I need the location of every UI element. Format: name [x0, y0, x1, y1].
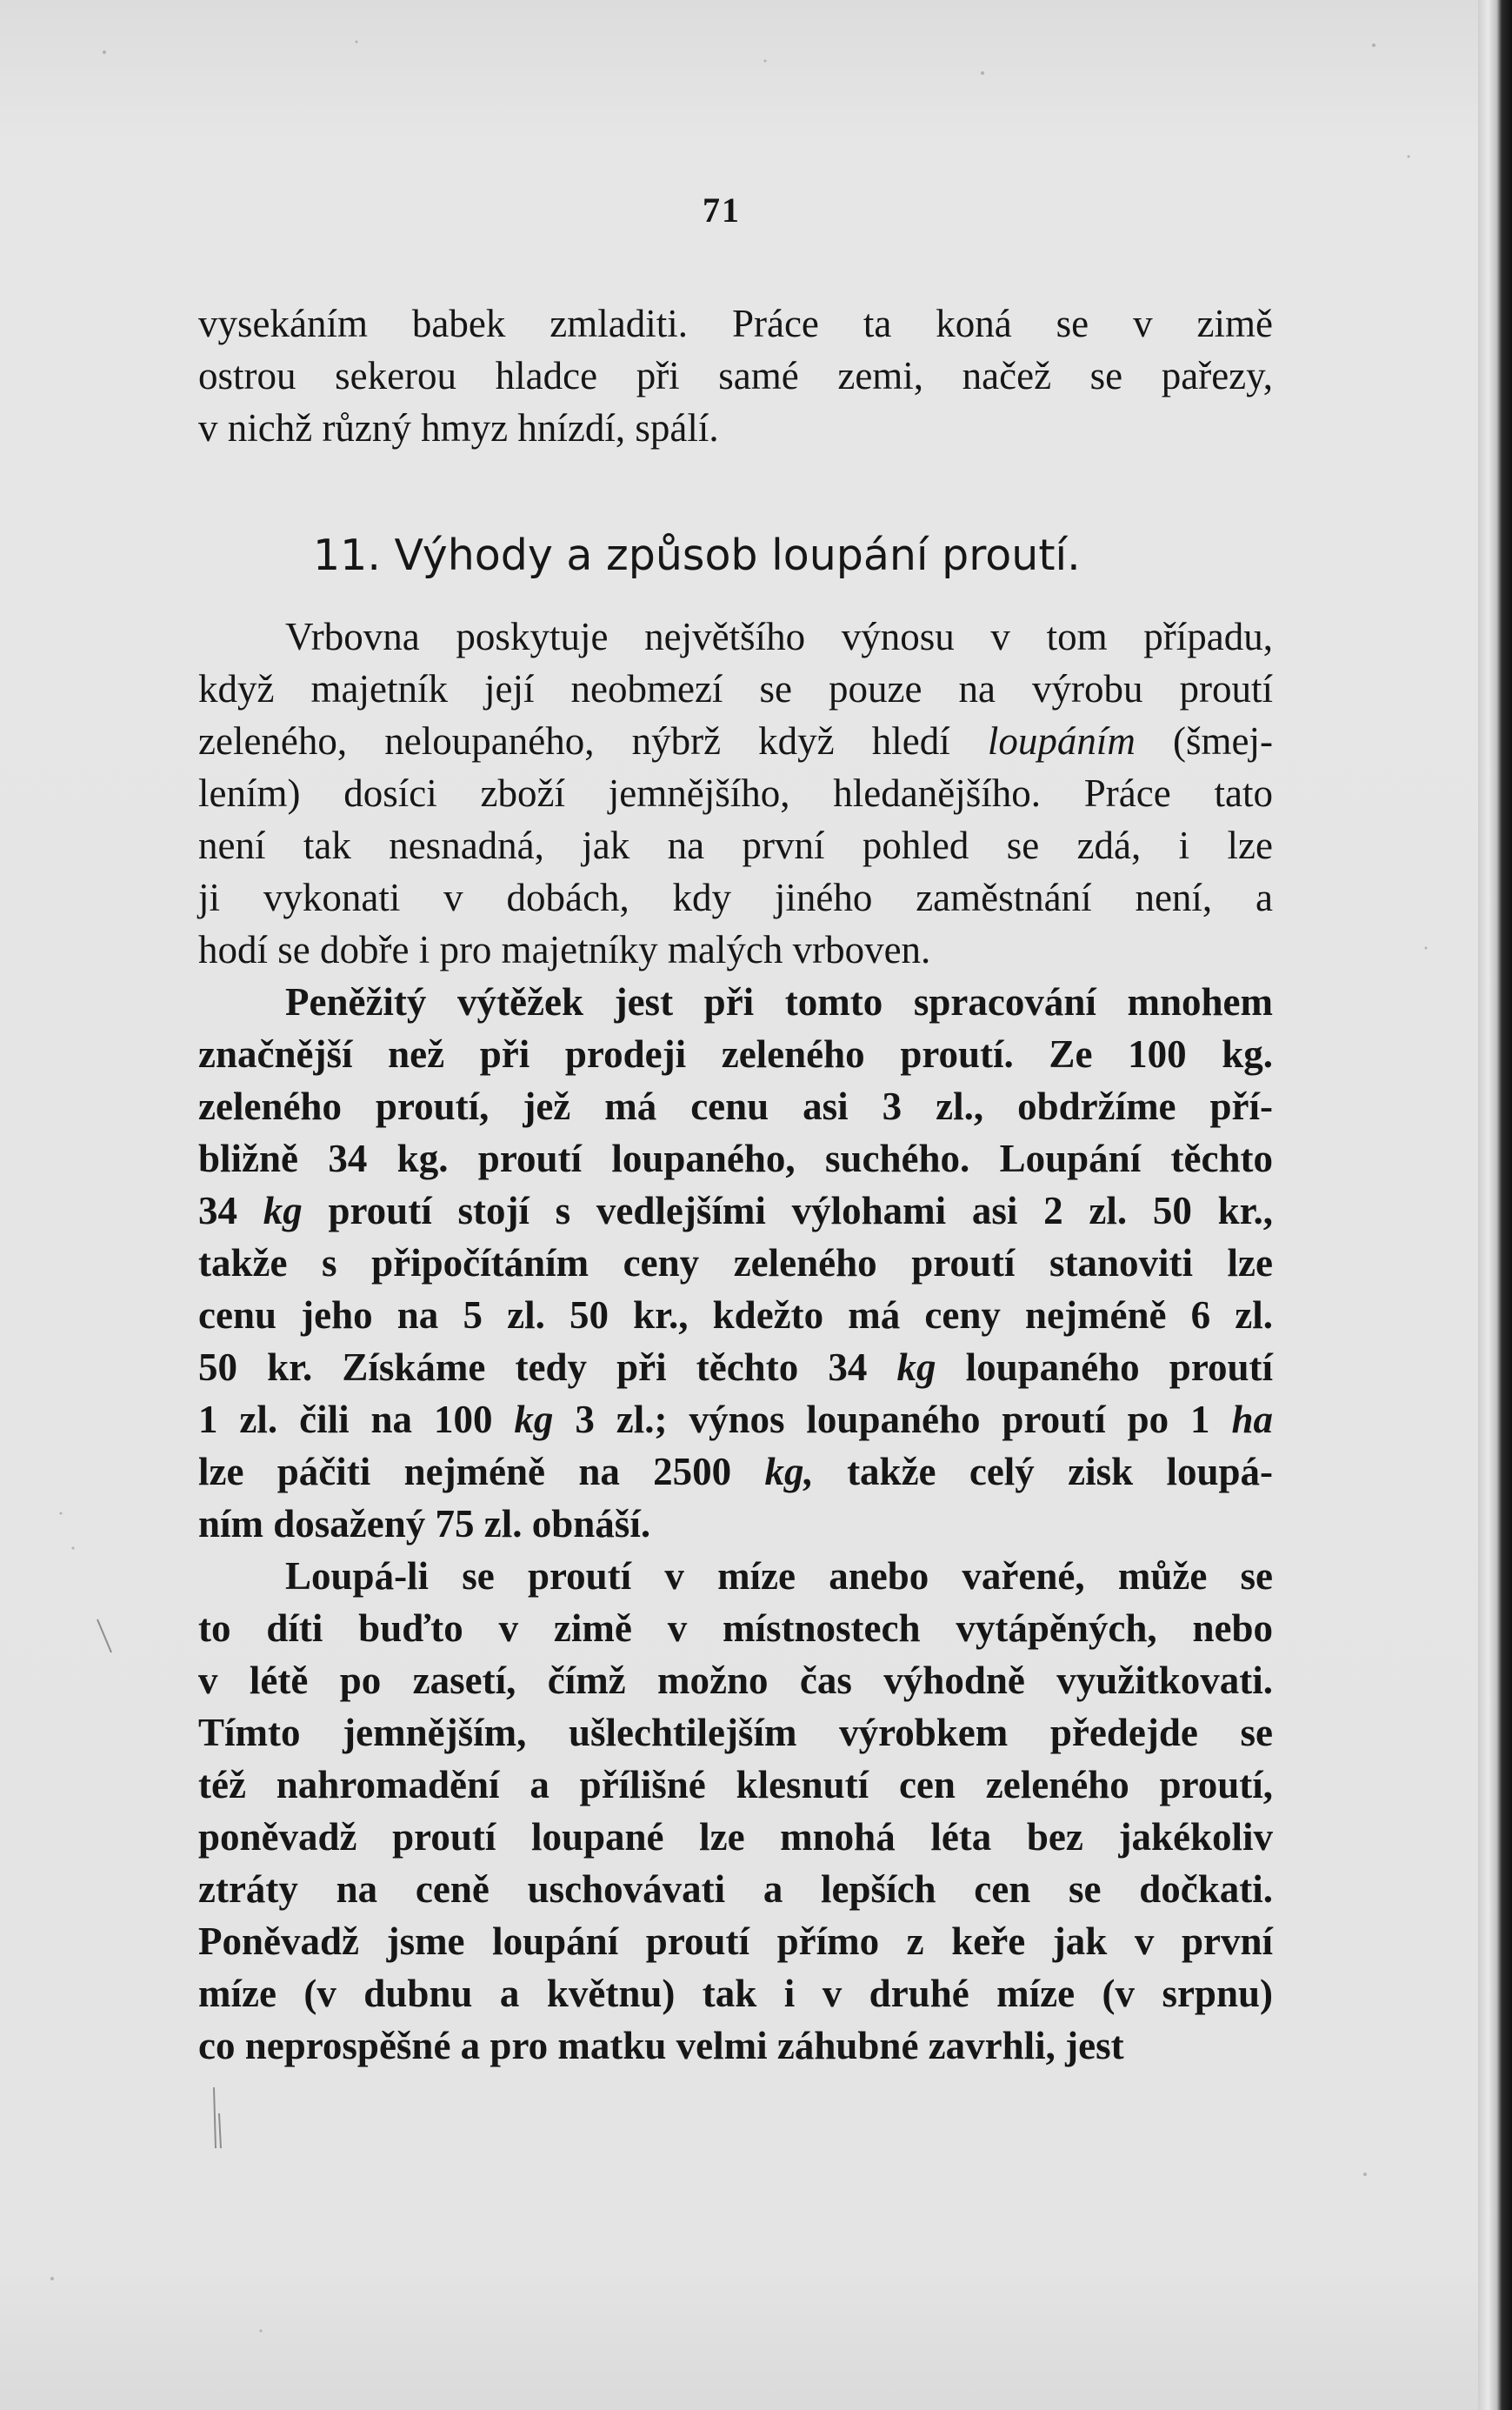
- text-line: v nichž různý hmyz hnízdí, spálí.: [198, 406, 719, 450]
- page-number: 71: [703, 190, 741, 230]
- line-segment: míze (v dubnu a květnu) tak i v druhé míze (v srpnu): [198, 1972, 1273, 2015]
- text-line: [198, 2019, 1273, 2072]
- text-line: [198, 663, 1273, 715]
- text-line: [198, 611, 1273, 663]
- page-edge: [1478, 0, 1512, 2410]
- text-line: [198, 924, 1273, 976]
- line-segment: hodí se dobře i pro majetníky malých vrboven.: [198, 928, 931, 971]
- body-text: [198, 611, 1273, 2072]
- italic-term: kg: [896, 1345, 936, 1389]
- line-segment: není tak nesnadná, jak na první pohled se zdá, i lze: [198, 824, 1273, 867]
- line-segment: když majetník její neobmezí se pouze na výrobu proutí: [198, 667, 1273, 711]
- section-title: Výhody a způsob loupání proutí.: [394, 531, 1081, 580]
- line-segment: (šmej-: [1135, 719, 1273, 763]
- text-line: [198, 1550, 1273, 1602]
- line-segment: 34: [198, 1189, 263, 1232]
- line-segment: ji vykonati v dobách, kdy jiného zaměstnání není, a: [198, 876, 1273, 919]
- line-segment: co neprospěšné a pro matku velmi záhubné zavrhli, jest: [198, 2024, 1124, 2067]
- line-segment: 3 zl.; výnos loupaného proutí po 1: [553, 1398, 1232, 1441]
- text-line: vysekáním babek zmladiti. Práce ta koná se v zimě: [198, 302, 1273, 345]
- paragraph: [198, 1550, 1273, 2072]
- text-line: [198, 1759, 1273, 1811]
- text-line: [198, 1967, 1273, 2019]
- text-line: [198, 715, 1273, 767]
- line-segment: Peněžitý výtěžek jest při tomto spracování mnohem: [285, 980, 1273, 1024]
- line-segment: loupaného proutí: [936, 1345, 1273, 1389]
- line-segment: v létě po zasetí, čímž možno čas výhodně využitkovati.: [198, 1659, 1273, 1702]
- paragraph: [198, 976, 1273, 1550]
- line-segment: poněvadž proutí loupané lze mnohá léta bez jakékoliv: [198, 1815, 1273, 1859]
- line-segment: zeleného proutí, jež má cenu asi 3 zl., obdržíme pří-: [198, 1085, 1273, 1128]
- line-segment: 1 zl. čili na 100: [198, 1398, 515, 1441]
- line-segment: takže s připočítáním ceny zeleného proutí stanoviti lze: [198, 1241, 1273, 1285]
- text-line: [198, 1498, 1273, 1550]
- italic-term: kg,: [764, 1450, 814, 1493]
- paragraph: [198, 611, 1273, 976]
- line-segment: též nahromadění a přílišné klesnutí cen zeleného proutí,: [198, 1763, 1273, 1806]
- line-segment: Tímto jemnějším, ušlechtilejším výrobkem předejde se: [198, 1711, 1273, 1754]
- text-line: [198, 1132, 1273, 1185]
- line-segment: Poněvadž jsme loupání proutí přímo z keře jak v první: [198, 1919, 1273, 1963]
- line-segment: 50 kr. Získáme tedy při těchto 34: [198, 1345, 897, 1389]
- italic-term: loupáním: [987, 719, 1136, 763]
- line-segment: ním dosažený 75 zl. obnáší.: [198, 1502, 651, 1545]
- text-line: [198, 1915, 1273, 1967]
- line-segment: proutí stojí s vedlejšími výlohami asi 2 zl. 50 kr.,: [302, 1189, 1273, 1232]
- line-segment: lením) dosíci zboží jemnějšího, hledanějšího. Práce tato: [198, 771, 1273, 815]
- italic-term: ha: [1231, 1398, 1274, 1441]
- text-line: [198, 1445, 1273, 1498]
- line-segment: Loupá-li se proutí v míze anebo vařené, může se: [285, 1554, 1273, 1598]
- line-segment: lze páčiti nejméně na 2500: [198, 1450, 765, 1493]
- text-line: [198, 1706, 1273, 1759]
- italic-term: kg: [263, 1189, 303, 1232]
- text-line: [198, 1654, 1273, 1706]
- line-segment: značnější než při prodeji zeleného proutí. Ze 100 kg.: [198, 1032, 1273, 1076]
- text-line: [198, 1811, 1273, 1863]
- text-line: [198, 1237, 1273, 1289]
- text-line: [198, 1863, 1273, 1915]
- line-segment: Vrbovna poskytuje největšího výnosu v tom případu,: [285, 615, 1273, 658]
- line-segment: cenu jeho na 5 zl. 50 kr., kdežto má ceny nejméně 6 zl.: [198, 1293, 1273, 1337]
- intro-paragraph: [198, 297, 1273, 454]
- line-segment: to díti buďto v zimě v místnostech vytápěných, nebo: [198, 1606, 1273, 1650]
- text-line: [198, 767, 1273, 819]
- text-line: [198, 1080, 1273, 1132]
- line-segment: ztráty na ceně uschovávati a lepších cen se dočkati.: [198, 1867, 1273, 1911]
- text-line: [198, 1028, 1273, 1080]
- line-segment: zeleného, neloupaného, nýbrž když hledí: [198, 719, 988, 763]
- text-line: ostrou sekerou hladce při samé zemi, načež se pařezy,: [198, 354, 1273, 397]
- text-line: [198, 1341, 1273, 1393]
- text-line: [198, 1185, 1273, 1237]
- line-segment: takže celý zisk loupá-: [813, 1450, 1273, 1493]
- italic-term: kg: [514, 1398, 554, 1441]
- section-heading: [313, 525, 1081, 586]
- line-segment: bližně 34 kg. proutí loupaného, suchého. Loupání těchto: [198, 1137, 1273, 1180]
- section-number: 11.: [313, 531, 381, 580]
- text-line: [198, 871, 1273, 924]
- text-line: [198, 976, 1273, 1028]
- text-line: [198, 819, 1273, 871]
- text-line: [198, 1289, 1273, 1341]
- text-line: [198, 1393, 1273, 1445]
- text-line: [198, 1602, 1273, 1654]
